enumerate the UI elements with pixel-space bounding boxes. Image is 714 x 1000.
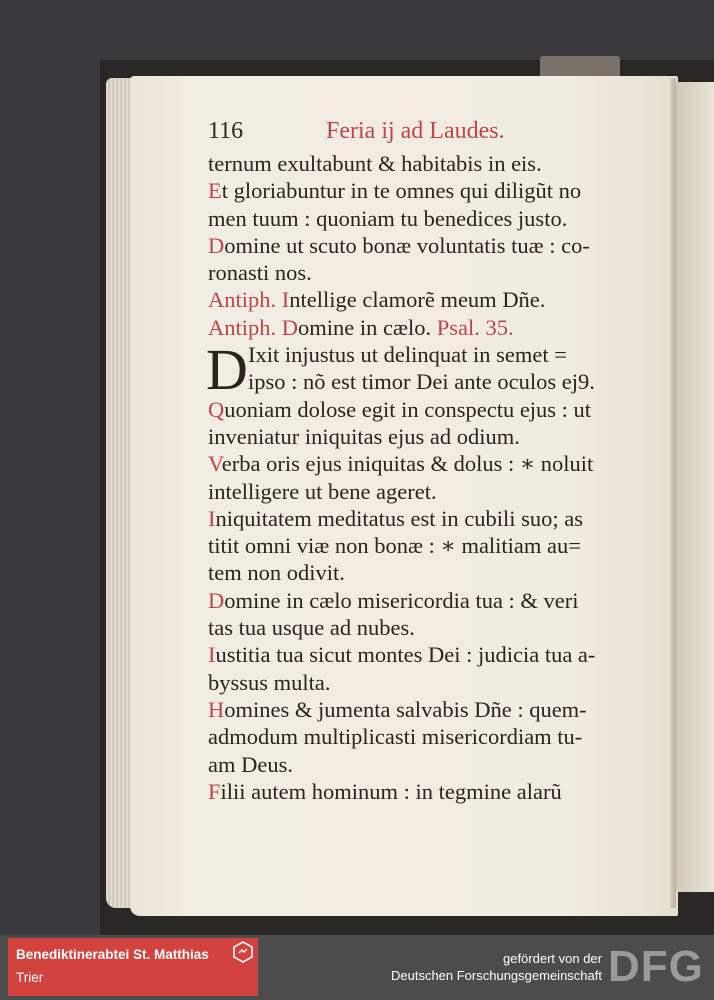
rubric-initial: D	[281, 314, 299, 340]
text-line	[208, 314, 654, 341]
line-text: intelligere ut bene ageret.	[208, 478, 437, 504]
line-text: erba oris ejus iniquitas & dolus : ∗ noluit	[221, 451, 594, 477]
text-line	[208, 205, 654, 232]
line-text: tas tua usque ad nubes.	[208, 615, 415, 641]
text-line	[208, 669, 654, 696]
line-text: omine ut scuto bonæ voluntatis tuæ : co-	[224, 232, 590, 258]
line-text: tem non odivit.	[208, 560, 345, 586]
institution-name: Benediktinerabtei St. Matthias	[16, 947, 209, 962]
dfg-logo[interactable]: DFG	[608, 942, 704, 991]
rubric-initial: I	[281, 287, 290, 313]
rubric-initial: D	[208, 587, 225, 613]
page-number: 116	[208, 118, 244, 144]
rubric-initial: V	[208, 451, 222, 477]
rubric-initial: H	[208, 696, 225, 722]
text-line	[208, 532, 654, 559]
funding-note-line2: Deutschen Forschungsgemeinschaft	[390, 968, 602, 983]
facing-page-edge	[676, 82, 714, 892]
text-line	[208, 778, 654, 805]
text-line	[208, 723, 654, 750]
text-line	[208, 368, 654, 395]
line-text: byssus multa.	[208, 669, 331, 695]
institution-city: Trier	[16, 970, 44, 985]
line-text: ustitia tua sicut montes Dei : judicia tua a-	[215, 642, 596, 668]
line-text: ternum exultabunt & habitabis in eis.	[208, 151, 542, 176]
text-line	[208, 478, 654, 505]
text-line	[208, 587, 654, 614]
line-text: uoniam dolose egit in conspectu ejus : ut	[224, 396, 592, 422]
page-text	[208, 150, 654, 805]
running-title: Feria ij ad Laudes.	[326, 118, 505, 144]
line-text: am Deus.	[208, 751, 293, 777]
rubric-initial: D	[208, 232, 225, 258]
line-text: ronasti nos.	[208, 260, 312, 286]
line-text: ilii autem hominum : in tegmine alarũ	[220, 778, 562, 804]
line-text: Ixit injustus ut delinquat in semet =	[248, 342, 567, 368]
line-text: niquitatem meditatus est in cubili suo; as	[215, 505, 583, 531]
text-line	[208, 177, 654, 204]
text-line	[208, 450, 654, 477]
text-line	[208, 641, 654, 668]
page-header	[208, 118, 648, 154]
text-line	[208, 559, 654, 586]
line-text: admodum multiplicasti misericordiam tu-	[208, 724, 583, 750]
line-text: titit omni viæ non bonæ : ∗ malitiam au=	[208, 533, 581, 559]
line-text: ntellige clamorẽ meum Dñe.	[289, 287, 546, 313]
hexagon-logo-icon	[232, 941, 254, 963]
text-line	[208, 150, 654, 177]
line-text: omine in cælo.	[298, 314, 432, 340]
text-line	[208, 505, 654, 532]
psalm-reference: Psal. 35.	[436, 314, 514, 340]
funding-note-line1: gefördert von der	[502, 951, 602, 966]
rubric-initial: Q	[208, 396, 225, 422]
text-line	[208, 286, 654, 313]
line-text: t gloriabuntur in te omnes qui diligũt no	[221, 178, 582, 204]
line-text: inveniatur iniquitas ejus ad odium.	[208, 423, 520, 449]
text-line	[208, 751, 654, 778]
line-text: ipso : nõ est timor Dei ante oculos ej9.	[248, 369, 595, 395]
text-line	[208, 614, 654, 641]
text-line	[208, 259, 654, 286]
text-line	[208, 423, 654, 450]
line-text: omine in cælo misericordia tua : & veri	[224, 587, 579, 613]
drop-capital: D	[206, 337, 248, 403]
text-line	[208, 696, 654, 723]
antiphon-label: Antiph.	[208, 314, 277, 340]
rubric-initial: F	[208, 778, 221, 804]
text-line	[208, 232, 654, 259]
rubric-initial: I	[208, 505, 216, 531]
line-text: omines & jumenta salvabis Dñe : quem-	[224, 696, 587, 722]
rubric-initial: E	[208, 178, 222, 204]
text-line	[208, 396, 654, 423]
rubric-initial: I	[208, 642, 216, 668]
line-text: men tuum : quoniam tu benedices justo.	[208, 205, 568, 231]
antiphon-label: Antiph.	[208, 287, 277, 313]
